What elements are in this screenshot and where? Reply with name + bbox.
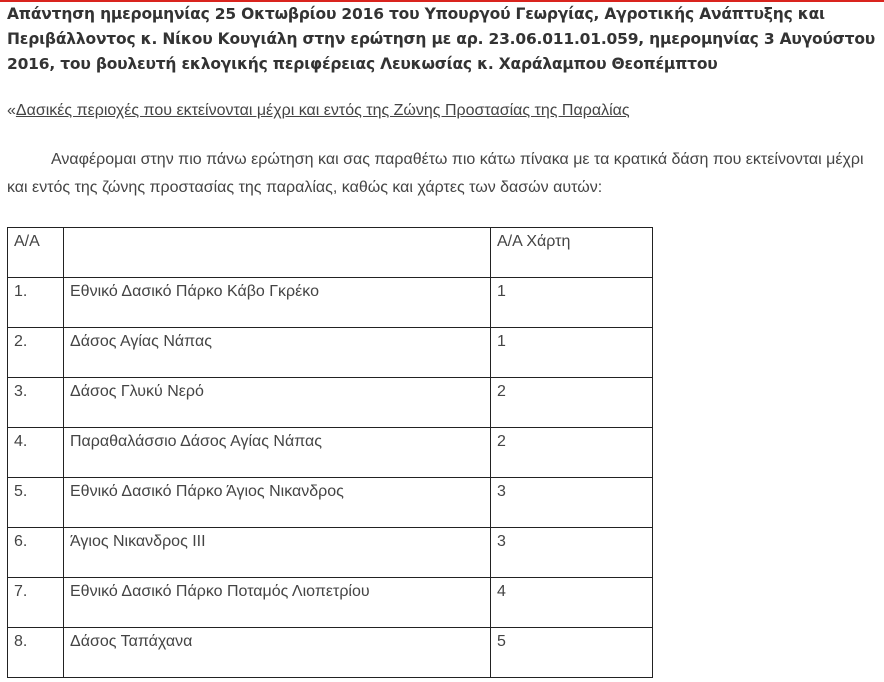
row-forest-name: Δάσος Γλυκύ Νερό: [64, 378, 491, 428]
subject-open-quote: «: [7, 102, 16, 119]
header-map: Α/Α Χάρτη: [491, 228, 653, 278]
row-num: 8.: [8, 628, 64, 678]
row-num: 1.: [8, 278, 64, 328]
table-row: [8, 378, 653, 428]
table-header-row: [8, 228, 653, 278]
document-body: [7, 0, 877, 202]
row-num: 7.: [8, 578, 64, 628]
intro-paragraph: Αναφέρομαι στην πιο πάνω ερώτηση και σας παραθέτω πιο κάτω πίνακα με τα κρατικά δάση που εκτείνονται μέχρι και εντός της ζώνης προστασίας της παραλίας, καθώς και χάρτες των δασών αυτών:: [7, 151, 864, 196]
row-map-num: 2: [491, 428, 653, 478]
row-num: 5.: [8, 478, 64, 528]
table-row: [8, 578, 653, 628]
row-num: 4.: [8, 428, 64, 478]
row-map-num: 5: [491, 628, 653, 678]
row-num: 3.: [8, 378, 64, 428]
header-num: Α/Α: [8, 228, 64, 278]
table-row: [8, 328, 653, 378]
header-name: [64, 228, 491, 278]
row-map-num: 1: [491, 328, 653, 378]
row-forest-name: Εθνικό Δασικό Πάρκο Ποταμός Λιοπετρίου: [64, 578, 491, 628]
table-row: [8, 478, 653, 528]
forests-table: [7, 227, 653, 678]
row-map-num: 1: [491, 278, 653, 328]
table-row: [8, 528, 653, 578]
table-row: [8, 428, 653, 478]
row-forest-name: Εθνικό Δασικό Πάρκο Κάβο Γκρέκο: [64, 278, 491, 328]
document-heading: Απάντηση ημερομηνίας 25 Οκτωβρίου 2016 του Υπουργού Γεωργίας, Αγροτικής Ανάπτυξης και Περιβάλλοντος κ. Νίκου Κουγιάλη στην ερώτηση με αρ. 23.06.011.01.059, ημερομηνίας 3 Αυγούστου 2016, του βουλευτή εκλογικής περιφέρειας Λευκωσίας κ. Χαράλαμπου Θεοπέμπτου: [7, 5, 876, 73]
row-map-num: 3: [491, 478, 653, 528]
row-forest-name: Δάσος Αγίας Νάπας: [64, 328, 491, 378]
row-num: 2.: [8, 328, 64, 378]
row-forest-name: Άγιος Νικανδρος ΙΙΙ: [64, 528, 491, 578]
table-row: [8, 628, 653, 678]
question-subject: [7, 101, 877, 121]
row-num: 6.: [8, 528, 64, 578]
table-row: [8, 278, 653, 328]
row-forest-name: Δάσος Ταπάχανα: [64, 628, 491, 678]
row-map-num: 4: [491, 578, 653, 628]
row-map-num: 3: [491, 528, 653, 578]
row-forest-name: Παραθαλάσσιο Δάσος Αγίας Νάπας: [64, 428, 491, 478]
subject-text: Δασικές περιοχές που εκτείνονται μέχρι και εντός της Ζώνης Προστασίας της Παραλίας: [15, 102, 630, 119]
row-forest-name: Εθνικό Δασικό Πάρκο Άγιος Νικανδρος: [64, 478, 491, 528]
row-map-num: 2: [491, 378, 653, 428]
